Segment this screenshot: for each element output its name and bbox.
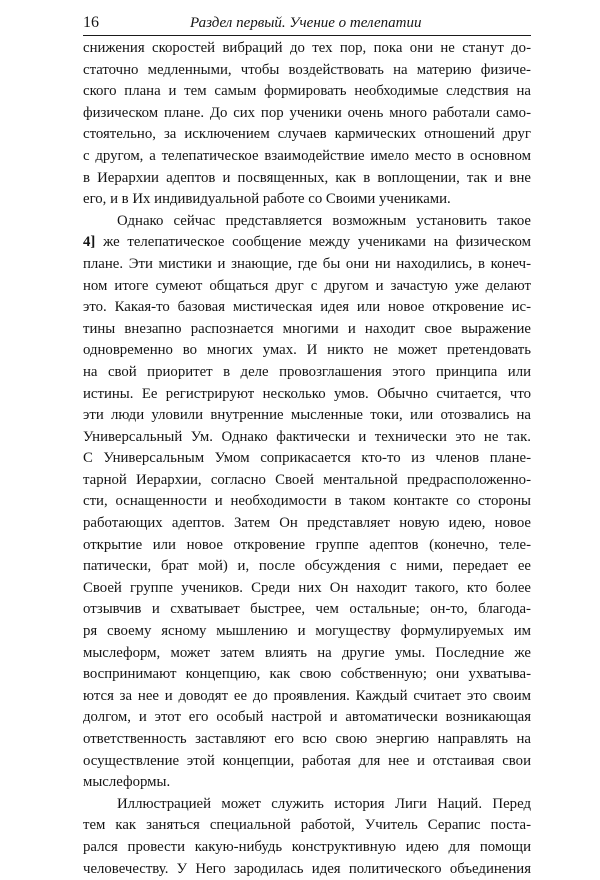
text-line: мыслеформ, может затем влиять на другие умы. Последние же [83,644,531,661]
text-line: открытие или новое откровение группе адептов (конечно, теле- [83,536,531,553]
text-line: ского плана и тем самым формировать необходимые следствия на [83,83,531,100]
text-line: снижения скоростей вибраций до тех пор, пока они не станут до- [83,40,531,56]
text-line: отзывчив и схватывает быстрее, чем остальные; он-то, благода- [83,601,531,618]
text-line: ря своему ясному мышлению и могуществу формулируемых им [83,623,531,640]
text-line: С Универсальным Умом соприкасается кто-то из членов плане- [83,450,531,467]
text-line: воспринимают концепцию, как свою собственную; они ухватыва- [83,666,531,683]
marginal-note: 4] [83,234,96,251]
text-line: Универсальный Ум. Однако фактически и технически это не так. [83,428,531,445]
text-line: его, и в Их индивидуальной работе со Своими учениками. [83,191,451,208]
text-line: работающих адептов. Затем Он представляет новую идею, новое [83,515,531,532]
text-line: Иллюстрацией может служить история Лиги Наций. Перед [117,795,531,812]
body-text [83,38,531,880]
text-line: же телепатическое сообщение между учениками на физическом [103,234,531,251]
text-line-with-marker [83,232,531,254]
text-line: сти, оснащенности и необходимости в таком контакте со стороны [83,493,531,510]
text-line: долгом, и этот его особый настрой и автоматически возникающая [83,709,531,726]
text-line: тины внезапно распознается многими и находит свое выражение [83,320,531,337]
page-header [83,13,531,36]
text-line: ном итоге сумеют общаться друг с другом и зачастую уже делают [83,277,531,294]
text-line: Своей группе учеников. Среди них Он находит такого, кто более [83,579,531,596]
text-line: стоятельно, за исключением случаев кармических отношений друг [83,126,531,143]
text-line: ются за нее и доводят ее до проявления. Каждый считает это своим [83,687,531,704]
text-line: с другом, а телепатическое взаимодействие имело место в основном [83,147,531,164]
text-line: ответственность заставляют его всю свою энергию направлять на [83,731,531,747]
text-line: мыслеформы. [83,774,171,791]
text-line: физическом плане. До сих пор ученики очень много работали само- [83,104,531,121]
text-line: патически, брат мой) и, после обсуждения с ними, передает ее [83,558,531,575]
text-line: статочно медленными, чтобы воздействовать на материю физиче- [83,61,531,78]
page-number: 16 [83,14,99,31]
text-line: на свой приоритет в деле провозглашения этого принципа или [83,363,531,380]
running-head: Раздел первый. Учение о телепатии [190,15,422,31]
text-line: человечеству. У Него зародилась идея политического объединения [83,860,531,877]
text-line: Однако сейчас представляется возможным установить такое [117,212,531,229]
text-line: в Иерархии адептов и посвященных, как в воплощении, так и вне [83,169,531,186]
text-line: тарной Иерархии, согласно Своей ментальной предрасположенно- [83,471,531,488]
text-line: эти люди уловили внутренние мысленные токи, или отозвались на [83,407,531,424]
text-line: истины. Ее регистрируют несколько умов. Обычно считается, что [83,385,531,402]
text-line: осуществление этой концепции, работая для нее и отстаивая свои [83,752,531,769]
text-line: рался провести какую-нибудь конструктивную идею для помощи [83,838,531,855]
text-line: это. Какая-то базовая мистическая идея или новое откровение ис- [83,299,531,316]
text-line: одновременно во многих умах. И никто не может претендовать [83,342,531,359]
text-line: тем как заняться специальной работой, Учитель Серапис поста- [83,817,531,834]
text-line: плане. Эти мистики и знающие, где бы они ни находились, в конеч- [83,255,531,272]
